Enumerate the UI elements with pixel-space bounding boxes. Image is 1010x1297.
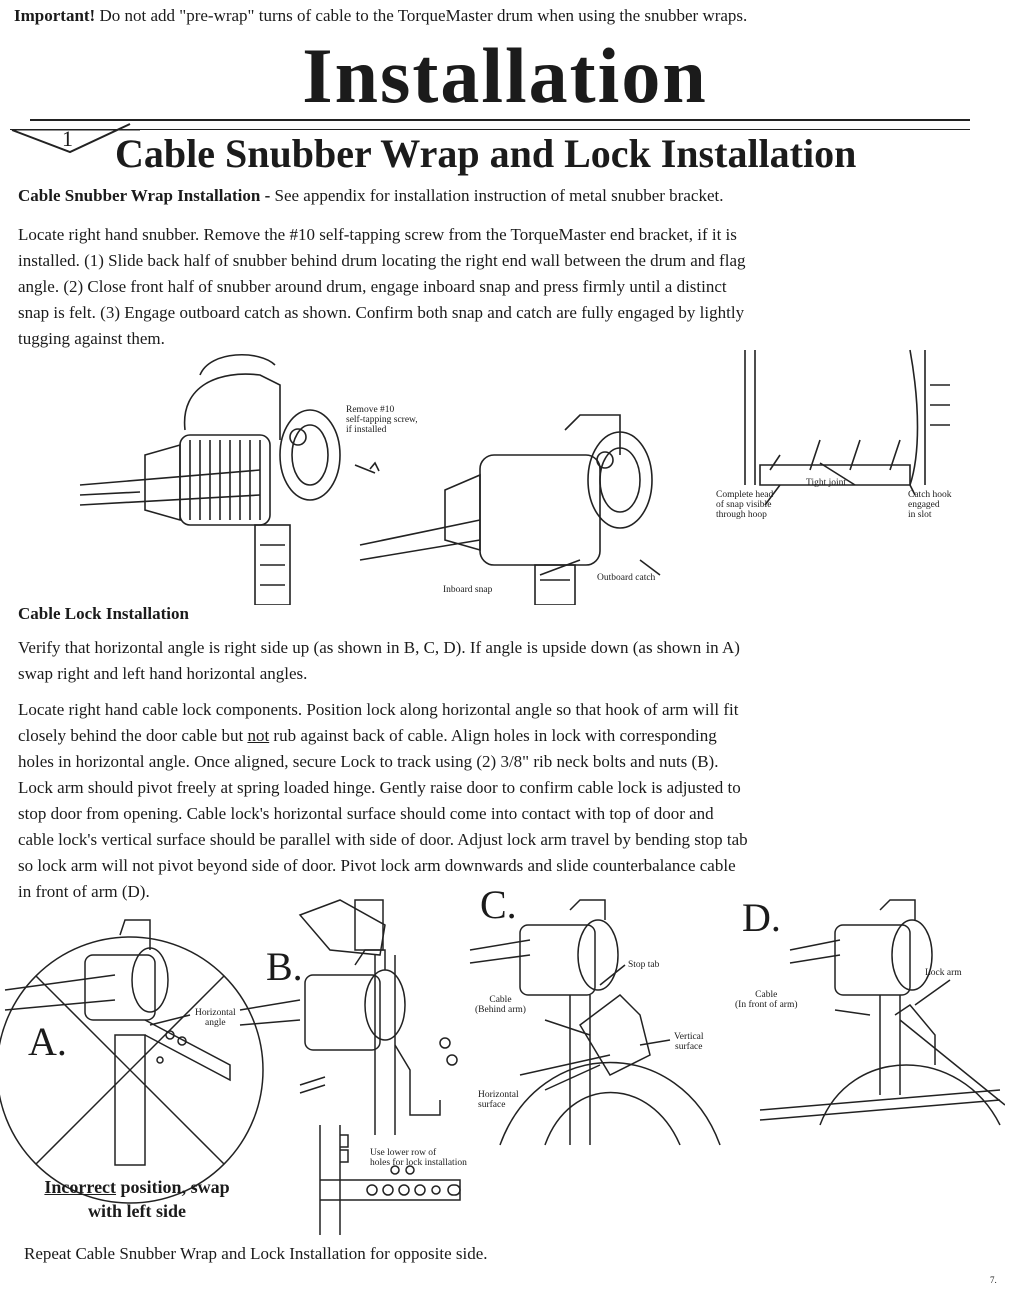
caption-catch-hook: [908, 490, 952, 520]
lock-p2-line: [18, 723, 748, 749]
caption-line: through hoop: [716, 510, 767, 520]
caption-incorrect-line: with left side: [88, 1201, 186, 1221]
lock-p2-text: closely behind the door cable but: [18, 726, 248, 745]
page-mark: 7.: [990, 1275, 997, 1285]
caption-incorrect-line: [22, 1175, 252, 1199]
caption-line: surface: [675, 1042, 703, 1052]
important-note: [14, 6, 747, 26]
caption-line: Catch hook: [908, 490, 952, 500]
snubber-line: tugging against them.: [18, 329, 165, 348]
snubber-paragraph: [18, 222, 746, 352]
incorrect-word: Incorrect: [44, 1177, 117, 1197]
figure-d-label: D.: [742, 895, 781, 940]
snubber-illustration: [60, 345, 980, 605]
caption-remove-screw: [346, 405, 418, 435]
caption-incorrect: [22, 1175, 252, 1223]
caption-cable-front: [735, 990, 798, 1010]
caption-line: Horizontal: [195, 1008, 236, 1018]
repeat-note: Repeat Cable Snubber Wrap and Lock Installation for opposite side.: [24, 1244, 488, 1263]
lock-p2-line: stop door from opening. Cable lock's horizontal surface should come into contact with top of door and: [18, 804, 714, 823]
caption-stop-tab: Stop tab: [628, 960, 660, 970]
snubber-line: Locate right hand snubber. Remove the #10 self-tapping screw from the TorqueMaster end bracket, if it is: [18, 225, 737, 244]
lock-p2-line: in front of arm (D).: [18, 882, 150, 901]
snap-detail-drawing: [745, 350, 950, 485]
section-title: Cable Snubber Wrap and Lock Installation: [115, 131, 857, 176]
caption-horizontal-angle: [195, 1008, 236, 1028]
caption-line: if installed: [346, 425, 387, 435]
lock-paragraph-1: [18, 635, 740, 687]
caption-lock-arm: Lock arm: [925, 968, 962, 978]
lock-p2-line: holes in horizontal angle. Once aligned, secure Lock to track using (2) 3/8" rib neck bolts and nuts (B).: [18, 752, 719, 771]
caption-outboard-catch: Outboard catch: [597, 573, 656, 583]
snubber-line: snap is felt. (3) Engage outboard catch as shown. Confirm both snap and catch are fully engaged by lightly: [18, 303, 745, 322]
snubber-heading-line: [18, 183, 723, 209]
step-rule-top: [30, 119, 970, 121]
caption-vertical-surface: [674, 1032, 704, 1052]
snubber-line: angle. (2) Close front half of snubber around drum, engage inboard snap and press firmly until a distinct: [18, 277, 727, 296]
caption-cable-behind: [475, 995, 526, 1015]
lock-p2-underlined: not: [247, 726, 270, 745]
caption-line: (In front of arm): [735, 1000, 798, 1010]
drum-open-drawing: [80, 355, 379, 605]
caption-line: (Behind arm): [475, 1005, 526, 1015]
caption-line: Cable: [755, 990, 778, 1000]
caption-line: self-tapping screw,: [346, 415, 418, 425]
figure-d-drawing: [760, 900, 1005, 1125]
caption-tight-joint: Tight joint: [806, 478, 847, 488]
lock-p2-line: Locate right hand cable lock components. Position lock along horizontal angle so that hook of arm will fit: [18, 700, 739, 719]
lock-p2-line: cable lock's vertical surface should be parallel with side of door. Adjust lock arm travel by bending stop tab: [18, 830, 748, 849]
step-number: 1: [62, 126, 73, 151]
lock-heading: Cable Lock Installation: [18, 604, 189, 623]
lock-p2-text: rub against back of cable. Align holes in lock with corresponding: [269, 726, 717, 745]
caption-horizontal-surface: [478, 1090, 519, 1110]
important-lead: Important!: [14, 6, 96, 25]
figure-c-label: C.: [480, 882, 517, 927]
caption-inboard-snap: Inboard snap: [443, 585, 493, 595]
caption-line: angle: [205, 1018, 226, 1028]
caption-line: of snap visible: [716, 500, 772, 510]
lock-p1-line: swap right and left hand horizontal angles.: [18, 664, 308, 683]
important-text: Do not add "pre-wrap" turns of cable to the TorqueMaster drum when using the snubber wraps.: [99, 6, 748, 25]
caption-line: holes for lock installation: [370, 1158, 467, 1168]
caption-line: surface: [478, 1100, 506, 1110]
caption-line: Horizontal: [478, 1090, 519, 1100]
lock-paragraph-2: [18, 697, 748, 905]
caption-line: Cable: [489, 995, 512, 1005]
snubber-heading-rest: See appendix for installation instruction of metal snubber bracket.: [274, 186, 724, 205]
caption-line: Remove #10: [346, 405, 395, 415]
caption-line: Use lower row of: [370, 1148, 437, 1158]
page-title: Installation: [302, 32, 708, 119]
caption-line: Vertical: [674, 1032, 704, 1042]
caption-complete-head: [716, 490, 773, 520]
lock-p2-line: Lock arm should pivot freely at spring loaded hinge. Gently raise door to confirm cable lock is adjusted to: [18, 778, 741, 797]
lock-p2-line: so lock arm will not pivot beyond side of door. Pivot lock arm downwards and slide counterbalance cable: [18, 856, 736, 875]
caption-use-lower: [370, 1148, 467, 1168]
lock-p1-line: Verify that horizontal angle is right side up (as shown in B, C, D). If angle is upside down (as shown in A): [18, 638, 740, 657]
figure-b-label: B.: [266, 944, 303, 989]
figure-a-label: A.: [28, 1019, 67, 1064]
incorrect-rest: position, swap: [116, 1177, 230, 1197]
snubber-heading: Cable Snubber Wrap Installation -: [18, 186, 271, 205]
caption-line: engaged: [908, 500, 940, 510]
caption-line: in slot: [908, 510, 932, 520]
caption-line: Complete head: [716, 490, 774, 500]
snubber-line: installed. (1) Slide back half of snubber behind drum locating the right end wall between the drum and flag: [18, 251, 746, 270]
